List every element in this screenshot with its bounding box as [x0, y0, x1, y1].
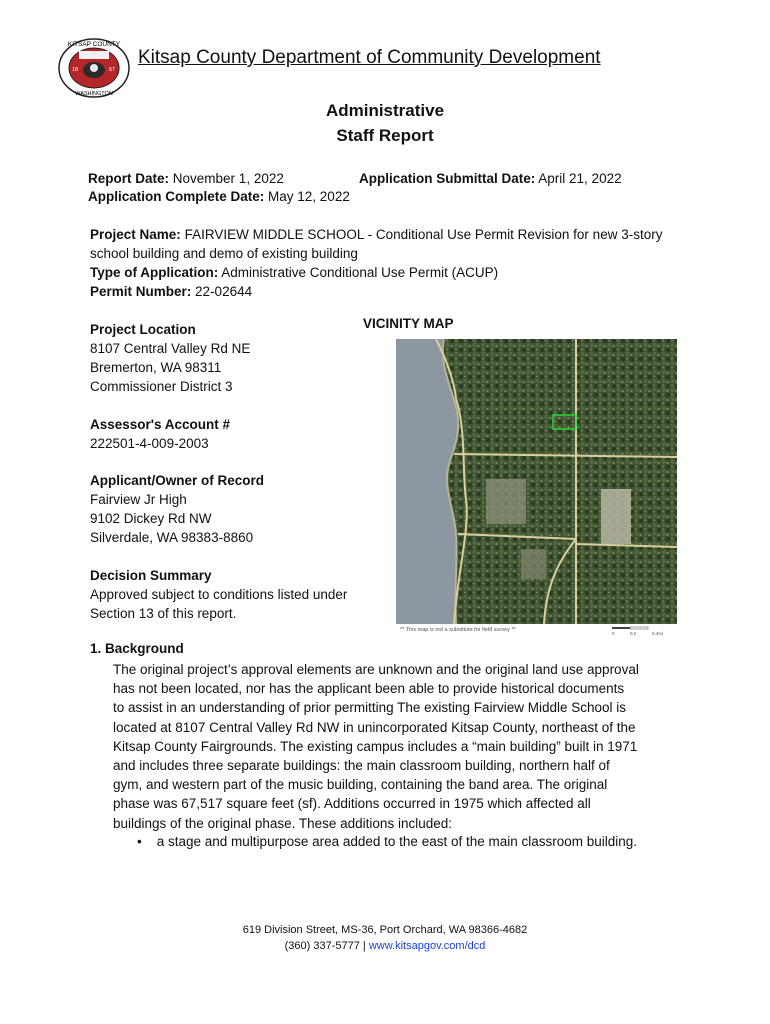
- report-date: [88, 169, 284, 188]
- bullet-item: [137, 832, 637, 851]
- submittal-date-value: April 21, 2022: [538, 171, 622, 186]
- applicant-line: 9102 Dickey Rd NW: [90, 511, 212, 526]
- applicant-line: Fairview Jr High: [90, 492, 187, 507]
- applicant-section: [90, 471, 264, 547]
- footer-address: 619 Division Street, MS-36, Port Orchard, WA 98366-4682: [242, 924, 528, 936]
- project-location-line: Commissioner District 3: [90, 379, 233, 394]
- map-disclaimer: ** This map is not a substitute for field survey **: [400, 627, 516, 633]
- project-location-line: 8107 Central Valley Rd NE: [90, 341, 251, 356]
- footer-separator: |: [359, 940, 369, 952]
- report-title-line1: Administrative: [325, 101, 445, 120]
- paragraph-line: located at 8107 Central Valley Rd NW in unincorporated Kitsap County, northeast of the: [113, 719, 636, 735]
- background-paragraph: [113, 660, 665, 833]
- permit-number-value: 22-02644: [195, 284, 253, 299]
- applicant-line: Silverdale, WA 98383-8860: [90, 530, 254, 545]
- paragraph-line: phase was 67,517 square feet (sf). Additions occurred in 1975 which affected all: [113, 796, 591, 812]
- paragraph-line: buildings of the original phase. These additions included:: [113, 815, 452, 831]
- permit-number-label: Permit Number:: [90, 284, 192, 299]
- svg-text:18: 18: [72, 67, 79, 73]
- project-location-line: Bremerton, WA 98311: [90, 360, 222, 375]
- decision-line: Section 13 of this report.: [90, 606, 237, 621]
- background-heading: 1. Background: [90, 641, 184, 656]
- svg-text:WASHINGTON: WASHINGTON: [75, 91, 113, 97]
- footer-website-link[interactable]: www.kitsapgov.com/dcd: [368, 940, 486, 952]
- project-name-label: Project Name:: [90, 227, 181, 242]
- footer-contact: [0, 938, 770, 954]
- vicinity-map-title: VICINITY MAP: [363, 316, 454, 331]
- report-title-line2: Staff Report: [336, 126, 434, 145]
- svg-text:KITSAP COUNTY: KITSAP COUNTY: [67, 41, 121, 48]
- application-type-value: Administrative Conditional Use Permit (ACUP): [221, 265, 499, 280]
- project-location-section: [90, 320, 250, 396]
- bullet-text: a stage and multipurpose area added to the east of the main classroom building.: [156, 834, 638, 849]
- paragraph-line: gym, and western part of the music building, containing the band area. The original: [113, 777, 608, 793]
- svg-text:0.2: 0.2: [630, 631, 637, 636]
- project-name-value-line1: FAIRVIEW MIDDLE SCHOOL - Conditional Use Permit Revision for new 3-story: [184, 227, 663, 242]
- project-location-heading: Project Location: [90, 322, 196, 337]
- svg-text:0: 0: [612, 631, 615, 636]
- footer-phone: (360) 337-5777: [284, 940, 360, 952]
- assessor-section: [90, 415, 230, 453]
- complete-date-label: Application Complete Date:: [88, 189, 265, 204]
- applicant-heading: Applicant/Owner of Record: [90, 473, 265, 488]
- svg-text:57: 57: [109, 67, 116, 73]
- paragraph-line: to assist in an understanding of prior permitting The existing Fairview Middle School is: [113, 700, 626, 716]
- project-name: [90, 225, 662, 244]
- decision-line: Approved subject to conditions listed under: [90, 587, 348, 602]
- paragraph-line: and includes three separate buildings: the main classroom building, northern half of: [113, 758, 610, 774]
- svg-text:0.4mi: 0.4mi: [652, 631, 664, 636]
- decision-heading: Decision Summary: [90, 568, 212, 583]
- report-date-label: Report Date:: [88, 171, 170, 186]
- complete-date-value: May 12, 2022: [268, 189, 350, 204]
- decision-section: [90, 566, 347, 623]
- permit-number: [90, 282, 252, 301]
- paragraph-line: Kitsap County Fairgrounds. The existing campus includes a “main building” built in 1971: [113, 738, 638, 754]
- submittal-date-label: Application Submittal Date:: [359, 171, 536, 186]
- paragraph-line: has not been located, nor has the applicant been able to provide historical documents: [113, 681, 625, 697]
- submittal-date: [359, 169, 622, 188]
- application-type: [90, 263, 498, 282]
- assessor-value: 222501-4-009-2003: [90, 436, 209, 451]
- department-title: Kitsap County Department of Community Development: [138, 47, 601, 68]
- vicinity-map-image: [396, 339, 677, 624]
- complete-date: [88, 187, 350, 206]
- map-scale-bar: [610, 626, 670, 636]
- bullet-dot-icon: •: [137, 834, 142, 849]
- report-date-value: November 1, 2022: [172, 171, 284, 186]
- kitsap-county-seal-logo: [57, 37, 131, 99]
- paragraph-line: The original project’s approval elements are unknown and the original land use approval: [113, 662, 639, 677]
- project-name-value-line2: school building and demo of existing building: [90, 246, 358, 261]
- application-type-label: Type of Application:: [90, 265, 219, 280]
- assessor-heading: Assessor's Account #: [90, 417, 231, 432]
